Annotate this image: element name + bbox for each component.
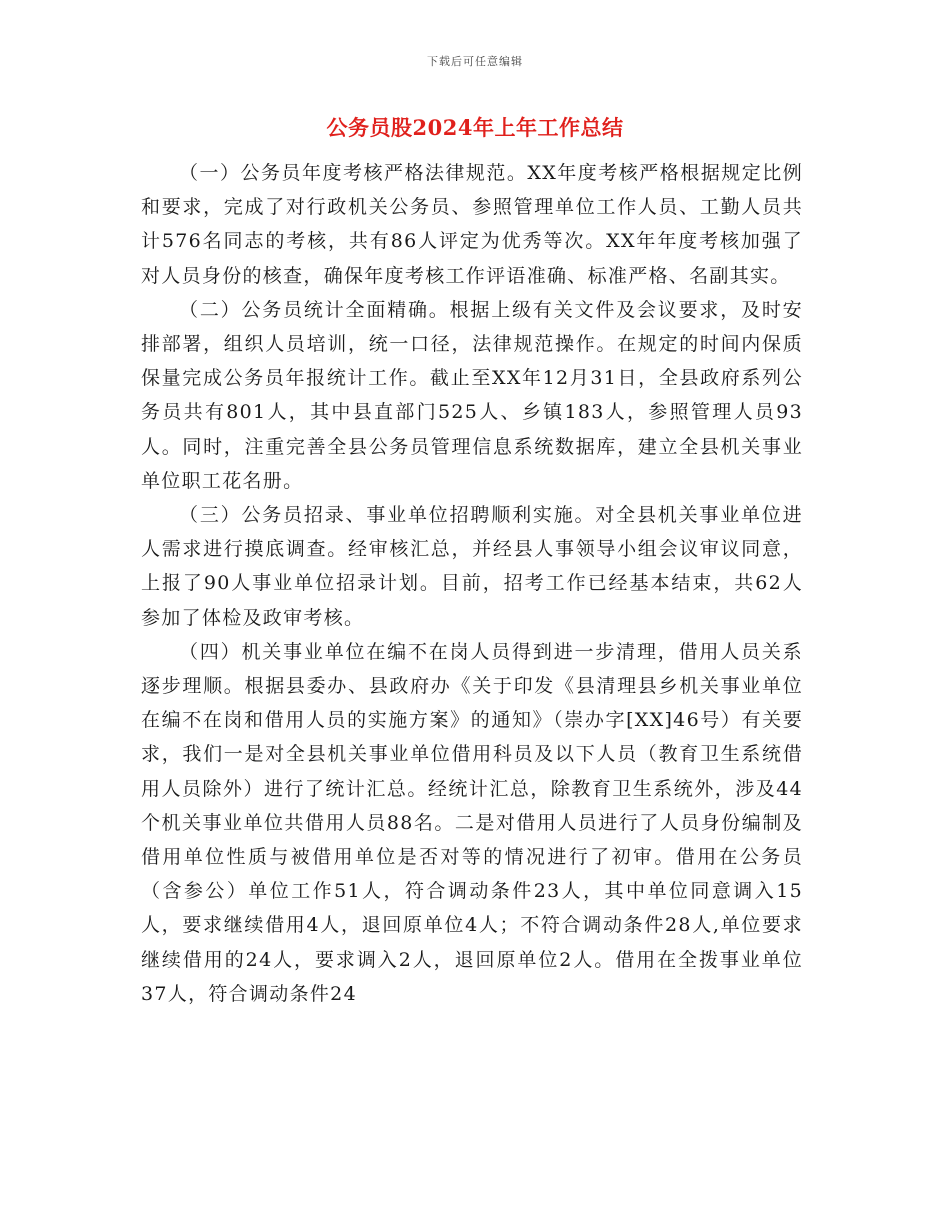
paragraph-2: （二）公务员统计全面精确。根据上级有关文件及会议要求，及时安排部署，组织人员培训，统一口径，法律规范操作。在规定的时间内保质保量完成公务员年报统计工作。截止至XX年12月31日，全县政府系列公务员共有801人，其中县直部门525人、乡镇183人，参照管理人员93人。同时，注重完善全县公务员管理信息系统数据库，建立全县机关事业单位职工花名册。 (141, 298, 803, 492)
document-title: 公务员股2024年上年工作总结 (326, 115, 624, 140)
page-header-note: 下载后可任意编辑 (427, 55, 523, 68)
paragraph-4: （四）机关事业单位在编不在岗人员得到进一步清理，借用人员关系逐步理顺。根据县委办、县政府办《关于印发《县清理县乡机关事业单位在编不在岗和借用人员的实施方案》的通知》（崇办字[XX]46号）有关要求，我们一是对全县机关事业单位借用科员及以下人员（教育卫生系统借用人员除外）进行了统计汇总。经统计汇总，除教育卫生系统外，涉及44个机关事业单位共借用人员88名。二是对借用人员进行了人员身份编制及借用单位性质与被借用单位是否对等的情况进行了初审。借用在公务员（含参公）单位工作51人，符合调动条件23人，其中单位同意调入15人，要求继续借用4人，退回原单位4人；不符合调动条件28人,单位要求继续借用的24人，要求调入2人，退回原单位2人。借用在全拨事业单位37人，符合调动条件24 (141, 640, 803, 1005)
paragraph-3: （三）公务员招录、事业单位招聘顺利实施。对全县机关事业单位进人需求进行摸底调查。经审核汇总，并经县人事领导小组会议审议同意，上报了90人事业单位招录计划。目前，招考工作已经基本结束，共62人参加了体检及政审考核。 (141, 504, 803, 629)
document-body (141, 156, 803, 1011)
paragraph-1: （一）公务员年度考核严格法律规范。XX年度考核严格根据规定比例和要求，完成了对行政机关公务员、参照管理单位工作人员、工勤人员共计576名同志的考核，共有86人评定为优秀等次。XX年年度考核加强了对人员身份的核查，确保年度考核工作评语准确、标准严格、名副其实。 (141, 162, 803, 287)
